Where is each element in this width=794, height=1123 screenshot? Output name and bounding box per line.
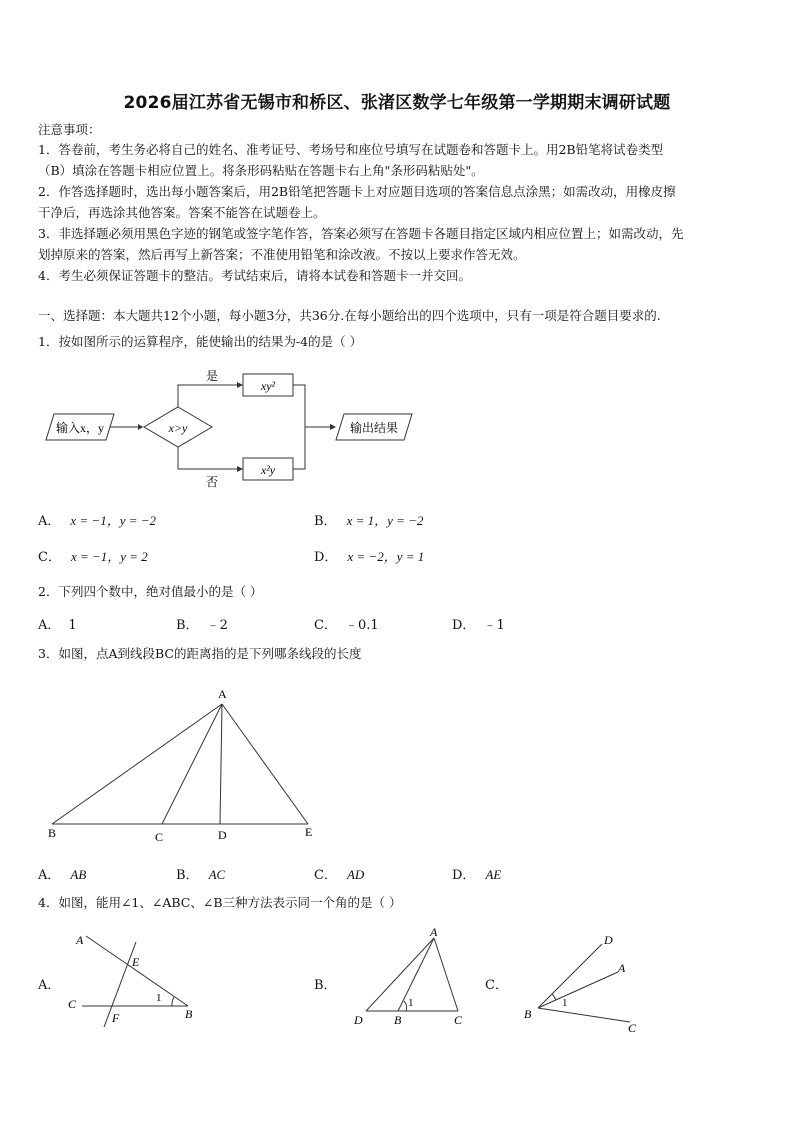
fig-c-label-a: A [618, 961, 626, 975]
flow-input-label: 输入x，y [55, 421, 105, 435]
option-label: C． [314, 618, 337, 633]
flow-yes-operation: xy² [260, 379, 276, 393]
option-label: C． [314, 868, 337, 883]
fig-a-label-f: F [112, 1011, 120, 1025]
flowchart [40, 362, 420, 492]
option-label: D． [314, 550, 338, 565]
option-label: C． [485, 978, 508, 993]
question-1-stem: 1．按如图所示的运算程序，能使输出的结果为-4的是（ ） [38, 334, 363, 349]
point-a-label: A [218, 687, 227, 701]
option-text: AD [346, 867, 365, 882]
fig-a-label-e: E [132, 955, 140, 969]
point-e-label: E [305, 825, 313, 839]
fig-a-label-b: B [185, 1007, 193, 1021]
figure-a [60, 924, 210, 1034]
fig-a-label-1: 1 [156, 992, 162, 1004]
fig-c-label-1: 1 [562, 997, 568, 1009]
point-d-label: D [218, 828, 227, 842]
page-title: 2026届江苏省无锡市和桥区、张渚区数学七年级第一学期期末调研试题 [123, 93, 671, 113]
notice-line: 划掉原来的答案，然后再写上新答案；不准使用铅笔和涂改液。不按以上要求作答无效。 [38, 247, 526, 262]
option-label: A． [38, 514, 61, 529]
figure-b [346, 924, 476, 1034]
fig-b-label-1: 1 [408, 997, 414, 1009]
flow-output-label: 输出结果 [349, 421, 399, 435]
notice-line: 1．答卷前，考生务必将自己的姓名、准考证号、考场号和座位号填写在试题卷和答题卡上。用2B铅笔将试卷类型 [38, 142, 664, 157]
option-text: ﹣2 [206, 618, 228, 633]
fig-b-label-d: D [354, 1013, 363, 1027]
option-text: 1 [68, 618, 77, 633]
option-label: B． [176, 868, 199, 883]
option-text: AC [208, 867, 226, 882]
option-label: A． [38, 868, 61, 883]
fig-c-label-d: D [604, 933, 613, 947]
option-text: x = −2，y = 1 [347, 549, 425, 564]
fig-a-label-a: A [76, 933, 84, 947]
option-label: C． [38, 550, 61, 565]
option-text: x = −1，y = −2 [70, 513, 157, 528]
option-label: B． [176, 618, 199, 633]
flow-yes-label: 是 [205, 369, 219, 383]
notice-line: 2．作答选择题时，选出每小题答案后，用2B铅笔把答题卡上对应题目选项的答案信息点涂黑；如需改动，用橡皮擦 [38, 184, 676, 199]
fig-c-label-c: C [628, 1021, 637, 1034]
option-text: ﹣0.1 [344, 618, 379, 633]
option-text: ﹣1 [483, 618, 505, 633]
flow-condition-label: x>y [168, 421, 188, 435]
point-b-label: B [48, 826, 57, 840]
option-label: A． [38, 978, 61, 993]
notice-line: 干净后，再选涂其他答案。答案不能答在试题卷上。 [38, 205, 326, 220]
question-3-stem: 3．如图，点A到线段BC的距离指的是下列哪条线段的长度 [38, 646, 362, 661]
notice-line: 3．非选择题必须用黑色字迹的钢笔或签字笔作答，答案必须写在答题卡各题目指定区域内相应位置上；如需改动，先 [38, 226, 684, 241]
fig-b-label-b: B [394, 1013, 402, 1027]
option-label: D． [452, 868, 476, 883]
triangle-figure [40, 684, 330, 850]
option-label: B． [314, 978, 337, 993]
section-heading: 一、选择题：本大题共12个小题，每小题3分，共36分.在每小题给出的四个选项中，只有一项是符合题目要求的. [38, 308, 661, 323]
option-text: AE [485, 867, 502, 882]
fig-a-label-c: C [68, 997, 77, 1011]
fig-c-label-b: B [524, 1007, 532, 1021]
fig-b-label-a: A [430, 925, 438, 939]
option-text: x = −1，y = 2 [70, 549, 148, 564]
question-4-stem: 4．如图，能用∠1、∠ABC、∠B三种方法表示同一个角的是（ ） [38, 895, 402, 910]
fig-b-label-c: C [454, 1013, 463, 1027]
flow-no-operation: x²y [260, 463, 276, 477]
option-label: B． [314, 514, 337, 529]
question-2-stem: 2．下列四个数中，绝对值最小的是（ ） [38, 584, 263, 599]
option-text: x = 1，y = −2 [346, 513, 424, 528]
option-label: D． [452, 618, 476, 633]
option-text: AB [70, 867, 87, 882]
option-label: A． [38, 618, 61, 633]
notice-line: 4．考生必须保证答题卡的整洁。考试结束后，请将本试卷和答题卡一并交回。 [38, 268, 471, 283]
figure-c [518, 924, 658, 1034]
notice-line: （B）填涂在答题卡相应位置上。将条形码粘贴在答题卡右上角"条形码粘贴处"。 [38, 163, 484, 178]
point-c-label: C [155, 830, 164, 844]
flow-no-label: 否 [205, 475, 219, 489]
notice-heading: 注意事项： [38, 122, 101, 137]
